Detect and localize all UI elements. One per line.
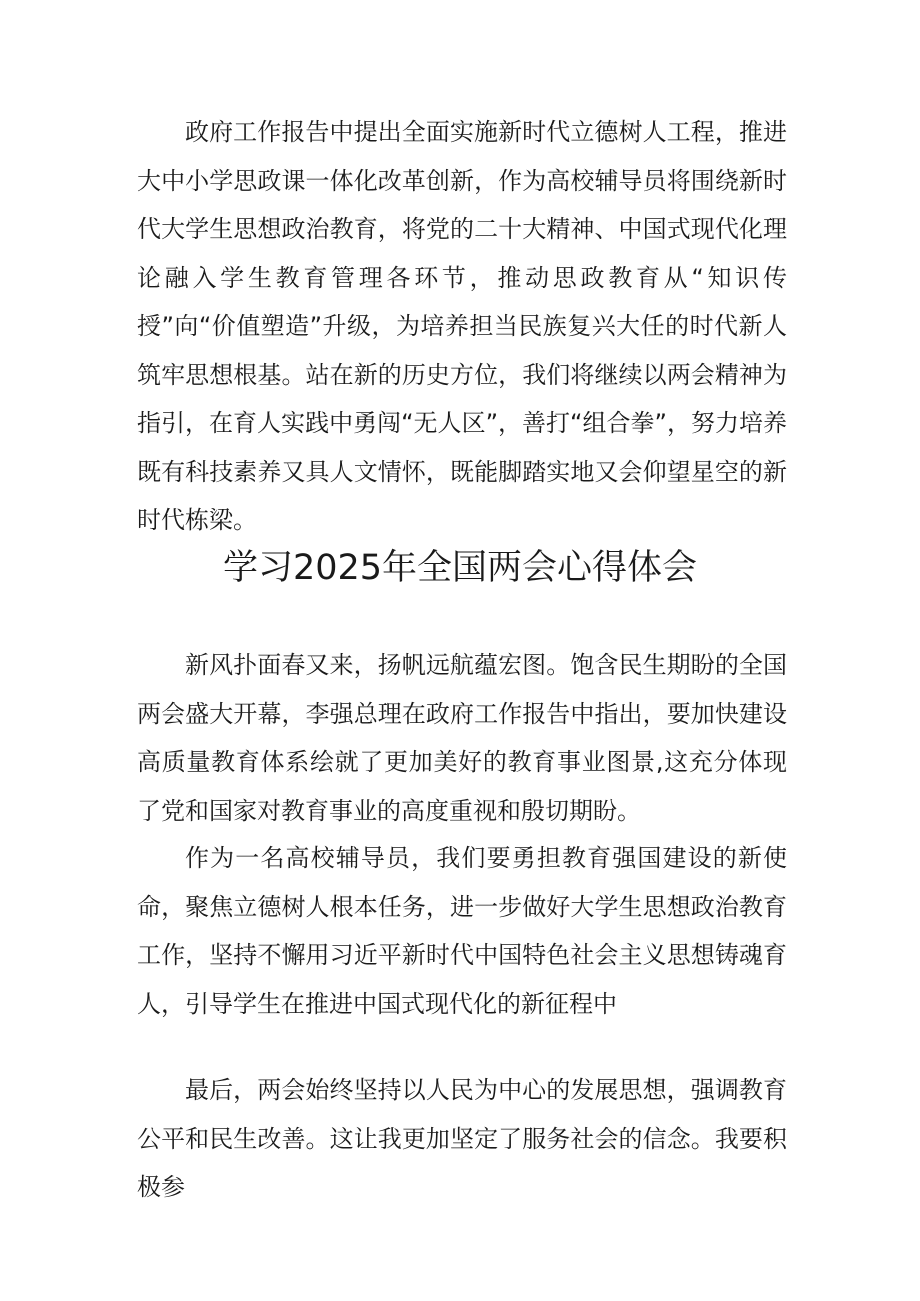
paragraph-opening: 新风扑面春又来，扬帆远航蕴宏图。饱含民生期盼的全国两会盛大开幕，李强总理在政府工作报告中指出，要加快建设高质量教育体系绘就了更加美好的教育事业图景,这充分体现了党和国家对教育事业的高度重视和殷切期盼。 [137, 651, 787, 825]
paragraph-closing: 最后，两会始终坚持以人民为中心的发展思想，强调教育公平和民生改善。这让我更加坚定了服务社会的信念。我要积极参 [137, 1076, 787, 1201]
paragraph-mission: 作为一名高校辅导员，我们要勇担教育强国建设的新使命，聚焦立德树人根本任务，进一步做好大学生思想政治教育工作，坚持不懈用习近平新时代中国特色社会主义思想铸魂育人，引导学生在推进中国式现代化的新征程中 [137, 844, 787, 1018]
paragraph-intro: 政府工作报告中提出全面实施新时代立德树人工程，推进大中小学思政课一体化改革创新，作为高校辅导员将围绕新时代大学生思想政治教育，将党的二十大精神、中国式现代化理论融入学生教育管理各环节，推动思政教育从“知识传授”向“价值塑造”升级，为培养担当民族复兴大任的时代新人筑牢思想根基。站在新的历史方位，我们将继续以两会精神为指引，在育人实践中勇闯“无人区”，善打“组合拳”，努力培养既有科技素养又具人文情怀，既能脚踏实地又会仰望星空的新时代栋梁。 [137, 118, 787, 534]
document-title: 学习2025年全国两会心得体会 [222, 548, 698, 588]
